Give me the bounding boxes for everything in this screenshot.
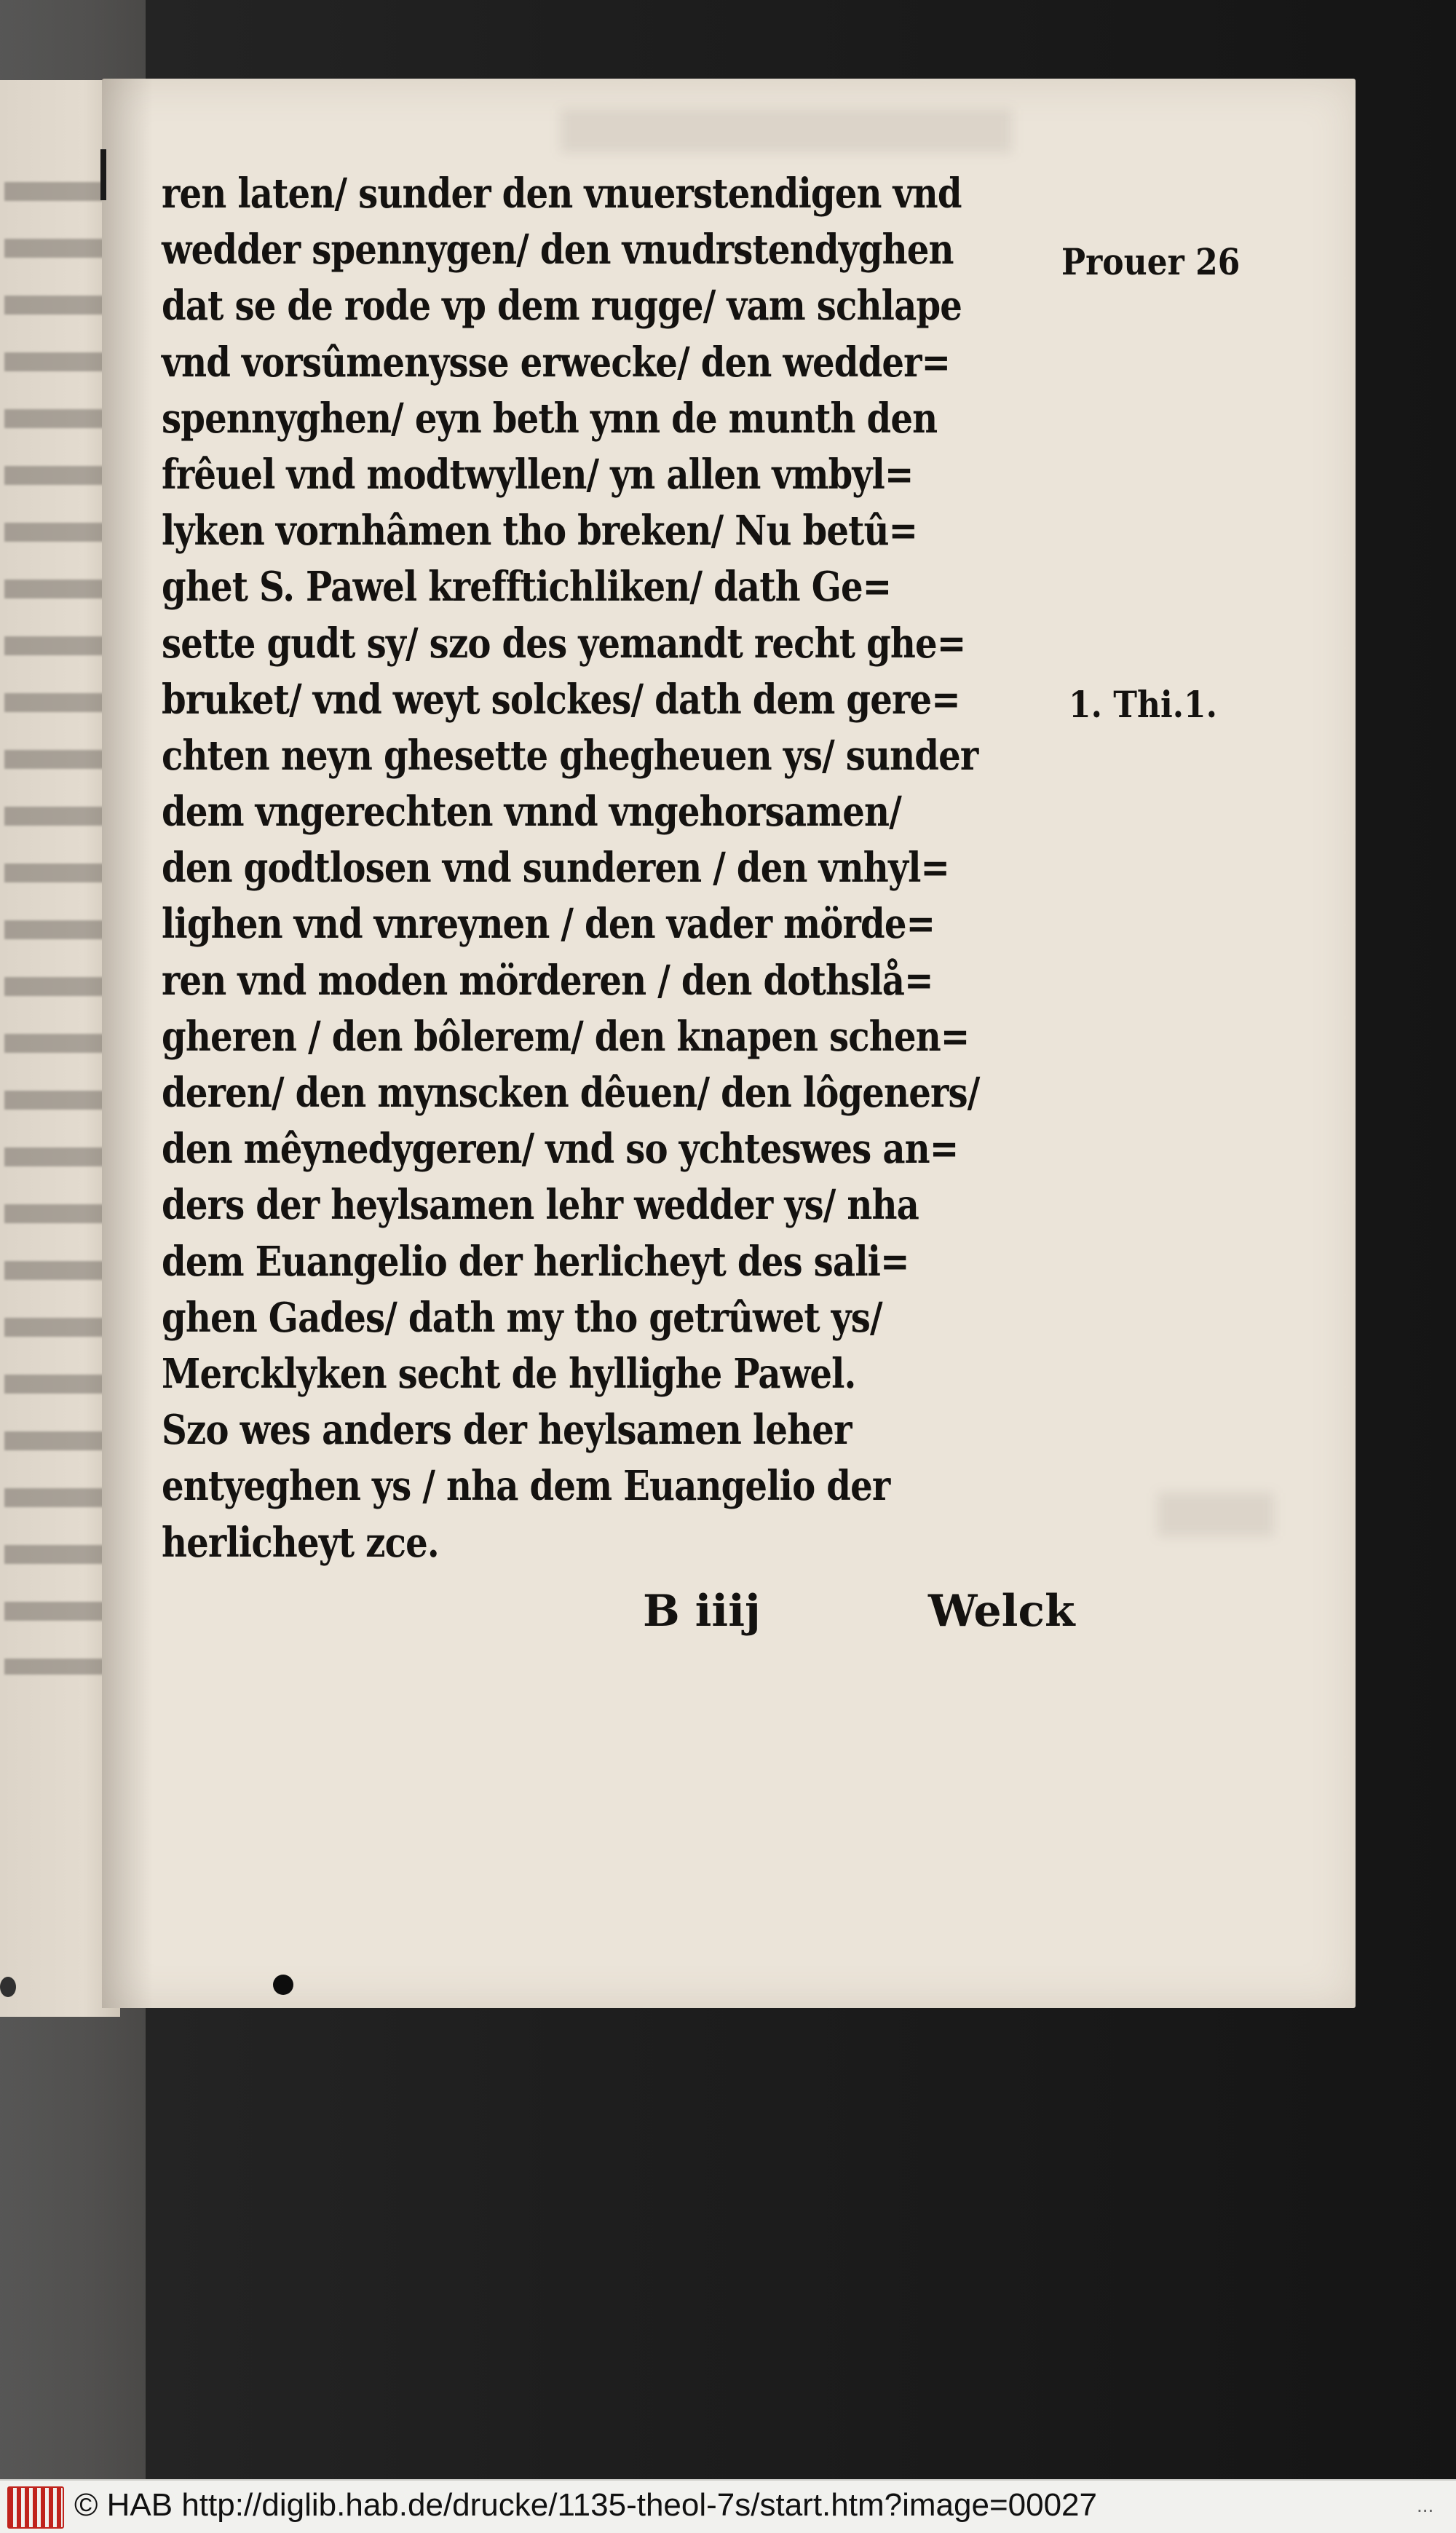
text-line: ghet S. Pawel krefftichliken/ dath Ge=	[162, 563, 892, 612]
text-line: dat se de rode vp dem rugge/ vam schlape	[162, 282, 962, 331]
text-line: ren vnd moden mörderen / den dothslå=	[162, 956, 933, 1005]
text-line: lighen vnd vnreynen / den vader mörde=	[162, 900, 935, 949]
text-line: Mercklyken secht de hyllighe Pawel.	[162, 1349, 856, 1398]
more-options-icon[interactable]: ...	[1417, 2494, 1434, 2516]
text-line: frêuel vnd modtwyllen/ yn allen vmbyl=	[162, 450, 914, 499]
show-through-stain	[561, 109, 1012, 153]
text-line: deren/ den mynscken dêuen/ den lôgeners/	[162, 1069, 980, 1117]
text-line: Szo wes anders der heylsamen leher	[162, 1406, 852, 1455]
text-line: bruket/ vnd weyt solckes/ dath dem gere=	[162, 675, 960, 724]
margin-note-proverbs: Prouer 26	[1061, 240, 1241, 283]
margin-note-timothy: 1. Thi.1.	[1069, 683, 1217, 726]
text-line: den mêynedygeren/ vnd so ychteswes an=	[162, 1125, 959, 1174]
text-line: dem Euangelio der herlicheyt des sali=	[162, 1237, 909, 1286]
source-url-text[interactable]: © HAB http://diglib.hab.de/drucke/1135-theol-7s/start.htm?image=00027	[74, 2487, 1097, 2523]
text-line: ren laten/ sunder den vnuerstendigen vnd	[162, 170, 962, 218]
text-line: wedder spennygen/ den vnudrstendyghen	[162, 226, 954, 274]
text-line: ders der heylsamen lehr wedder ys/ nha	[162, 1181, 919, 1230]
text-line: gheren / den bôlerem/ den knapen schen=	[162, 1012, 970, 1061]
text-line: vnd vorsûmenysse erwecke/ den wedder=	[162, 338, 951, 387]
text-line: chten neyn ghesette ghegheuen ys/ sunder	[162, 731, 978, 780]
text-line: ghen Gades/ dath my tho getrûwet ys/	[162, 1293, 882, 1342]
text-line: spennyghen/ eyn beth ynn de munth den	[162, 394, 938, 443]
signature-mark: B iiij	[643, 1586, 761, 1637]
text-line: den godtlosen vnd sunderen / den vnhyl=	[162, 844, 950, 893]
text-line: lyken vornhâmen tho breken/ Nu betû=	[162, 507, 918, 556]
library-logo-icon[interactable]	[7, 2486, 64, 2529]
gutter-mark	[100, 149, 106, 200]
catchword: Welck	[928, 1586, 1075, 1637]
text-line: sette gudt sy/ szo des yemandt recht ghe=	[162, 619, 966, 668]
body-text	[162, 166, 1075, 1571]
page-gutter-shadow	[102, 79, 153, 2008]
text-line: entyeghen ys / nha dem Euangelio der	[162, 1462, 890, 1511]
text-line: herlicheyt zce.	[162, 1518, 439, 1567]
edge-dot	[0, 1977, 16, 1997]
pinhole	[273, 1975, 293, 1995]
text-line: dem vngerechten vnnd vngehorsamen/	[162, 788, 901, 837]
show-through-stain	[1158, 1493, 1274, 1536]
